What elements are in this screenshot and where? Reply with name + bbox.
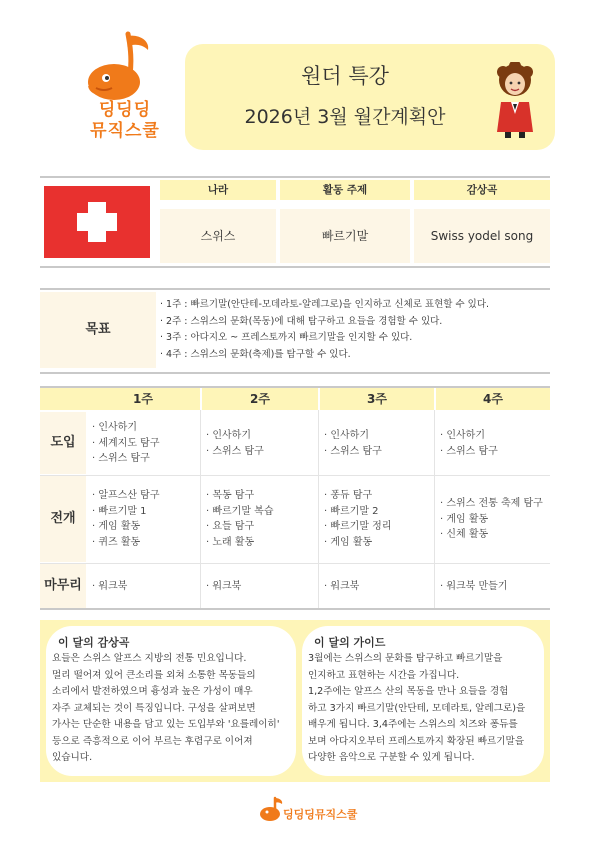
list-item: · 빠르기말 정리 — [324, 521, 392, 532]
intro-cell-week4 — [440, 428, 548, 459]
text-line: 가사는 단순한 내용을 담고 있는 도입부와 '요를레이히' — [52, 719, 280, 730]
text-line: 배우게 됩니다. 3,4주에는 스위스의 치즈와 퐁듀를 — [308, 719, 518, 730]
goal-label: 목표 — [40, 292, 156, 368]
list-item: · 퀴즈 활동 — [92, 536, 141, 548]
text-line: 소리에서 발전하였으며 흉성과 높은 가성이 매우 — [52, 686, 253, 697]
week-header-2: 2주 — [202, 388, 318, 410]
development-cell-week4 — [440, 496, 550, 543]
wrapup-cell-week2 — [206, 579, 314, 595]
list-item: · 빠르기말 2 — [324, 505, 379, 517]
text-line: 다양한 음악으로 구분할 수 있게 됩니다. — [308, 752, 475, 763]
list-item: · 워크북 — [324, 581, 360, 592]
text-line: 인지하고 표현하는 시간을 가집니다. — [308, 669, 460, 681]
list-item: · 인사하기 — [206, 430, 251, 441]
divider — [40, 372, 550, 374]
logo-text-line1: 딩딩딩 — [98, 100, 152, 120]
week-header-empty — [40, 388, 86, 410]
week-header-4: 4주 — [436, 388, 550, 410]
info-value-country: 스위스 — [160, 209, 276, 263]
list-item: · 게임 활동 — [324, 536, 373, 548]
text-line: 3월에는 스위스의 문화를 탐구하고 빠르기말을 — [308, 653, 503, 664]
list-item: · 워크북 — [92, 581, 128, 592]
divider — [40, 176, 550, 178]
monthly-guide-title: 이 달의 가이드 — [314, 636, 386, 649]
info-header-country: 나라 — [160, 180, 276, 200]
row-divider — [40, 475, 550, 476]
list-item: · 게임 활동 — [440, 513, 489, 525]
divider — [40, 288, 550, 290]
goal-item: · 1주 : 빠르기말(안단테-모데라토-알레그로)을 인지하고 신체로 표현할 수 있다. — [160, 299, 490, 310]
info-header-theme: 활동 주제 — [280, 180, 410, 200]
list-item: · 세계지도 탐구 — [92, 437, 160, 449]
list-item: · 스위스 탐구 — [206, 445, 264, 457]
text-line: 등으로 즉흥적으로 이어 부르는 후렴구로 이어져 — [52, 735, 253, 747]
list-item: · 신체 활동 — [440, 529, 489, 540]
list-item: · 스위스 탐구 — [440, 445, 498, 457]
list-item: · 인사하기 — [440, 430, 485, 441]
wrapup-cell-week3 — [324, 579, 430, 595]
text-line: 있습니다. — [52, 752, 93, 763]
development-cell-week3 — [324, 488, 430, 550]
text-line: 1,2주에는 알프스 산의 목동을 만나 요들을 경험 — [308, 686, 509, 697]
week-header-1: 1주 — [86, 388, 200, 410]
info-header-music: 감상곡 — [414, 180, 550, 200]
footer-logo-text: 딩딩딩뮤직스쿨 — [283, 808, 358, 821]
teacher-character-icon — [493, 62, 537, 138]
intro-cell-week1 — [92, 420, 198, 467]
col-divider — [318, 410, 319, 608]
wrapup-cell-week4 — [440, 579, 548, 595]
intro-cell-week3 — [324, 428, 430, 459]
col-divider — [434, 410, 435, 608]
divider — [40, 266, 550, 268]
page-title: 원더 특강 — [301, 64, 389, 88]
page-subtitle: 2026년 3월 월간계획안 — [244, 106, 446, 128]
logo-text — [80, 100, 170, 142]
footer-logo — [257, 796, 367, 830]
list-item: · 게임 활동 — [92, 521, 141, 532]
list-item: · 빠르기말 1 — [92, 505, 147, 517]
list-item: · 요들 탐구 — [206, 521, 255, 532]
col-divider — [200, 410, 201, 608]
wrapup-cell-week1 — [92, 579, 198, 595]
info-value-theme: 빠르기말 — [280, 209, 410, 263]
goal-list — [160, 297, 560, 363]
list-item: · 인사하기 — [92, 422, 137, 433]
row-label-wrapup: 마무리 — [40, 564, 86, 608]
list-item: · 목동 탐구 — [206, 490, 255, 501]
list-item: · 알프스산 탐구 — [92, 490, 160, 501]
list-item: · 워크북 만들기 — [440, 581, 508, 592]
development-cell-week1 — [92, 488, 198, 550]
text-line: 멀리 떨어져 있어 큰소리를 외쳐 소통한 목동들의 — [52, 669, 256, 681]
intro-cell-week2 — [206, 428, 314, 459]
development-cell-week2 — [206, 488, 314, 550]
goal-item: · 4주 : 스위스의 문화(축제)를 탐구할 수 있다. — [160, 348, 351, 360]
list-item: · 스위스 탐구 — [324, 445, 382, 457]
monthly-music-text — [52, 651, 298, 767]
text-line: 보며 아다지오부터 프레스토까지 확장된 빠르기말을 — [308, 735, 525, 747]
info-value-music: Swiss yodel song — [414, 209, 550, 263]
row-divider — [40, 563, 550, 564]
divider — [40, 608, 550, 610]
monthly-guide-text — [308, 651, 546, 767]
list-item: · 워크북 — [206, 581, 242, 592]
goal-item: · 2주 : 스위스의 문화(목동)에 대해 탐구하고 요들을 경험할 수 있다. — [160, 315, 443, 327]
list-item: · 스위스 전통 축제 탐구 — [440, 498, 543, 509]
text-line: 자주 교체되는 것이 특징입니다. 구성을 살펴보면 — [52, 702, 256, 714]
goal-item: · 3주 : 아다지오 ~ 프레스토까지 빠르기말을 인지할 수 있다. — [160, 332, 413, 343]
list-item: · 빠르기말 복습 — [206, 505, 274, 517]
list-item: · 스위스 탐구 — [92, 453, 150, 464]
list-item: · 노래 활동 — [206, 536, 255, 548]
monthly-music-title: 이 달의 감상곡 — [58, 636, 130, 649]
list-item: · 인사하기 — [324, 430, 369, 441]
logo-text-line2: 뮤직스쿨 — [90, 121, 160, 141]
row-label-intro: 도입 — [40, 412, 86, 474]
list-item: · 퐁듀 탐구 — [324, 490, 373, 501]
swiss-flag-icon — [44, 186, 150, 258]
text-line: 하고 3가지 빠르기말(안단테, 모데라토, 알레그로)을 — [308, 702, 526, 714]
week-header-3: 3주 — [320, 388, 434, 410]
row-label-development: 전개 — [40, 476, 86, 562]
text-line: 요들은 스위스 알프스 지방의 전통 민요입니다. — [52, 653, 247, 664]
